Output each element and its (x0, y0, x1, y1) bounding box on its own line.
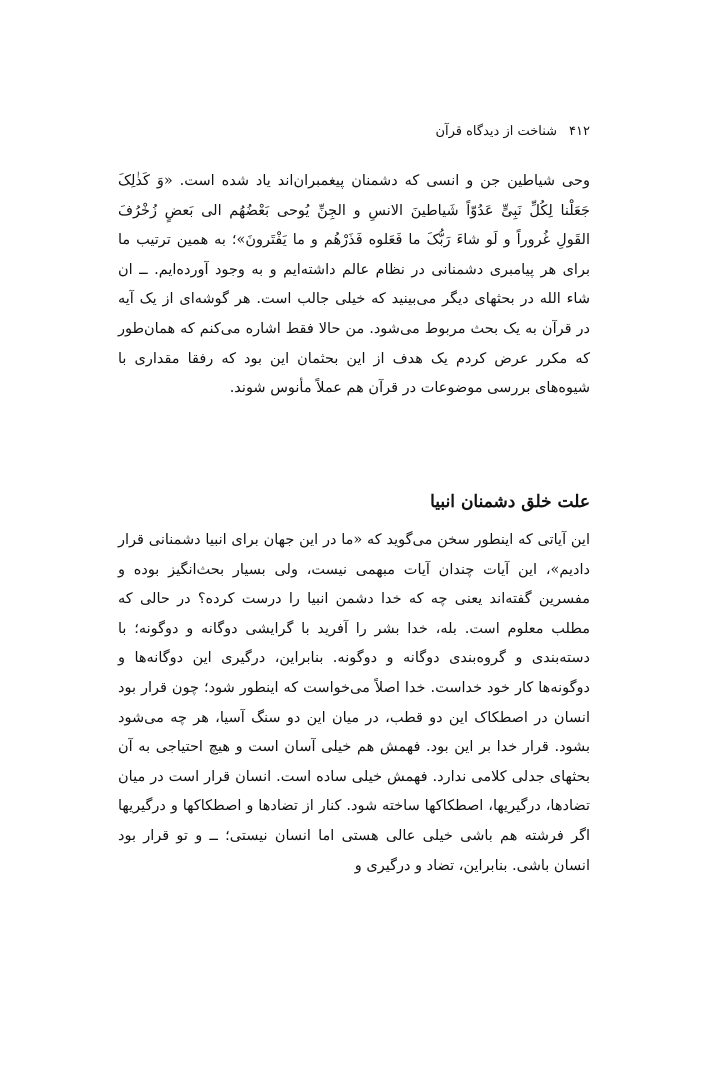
book-title: شناخت از دیدگاه قرآن (435, 124, 558, 139)
section-heading: علت خلق دشمنان انبیا (430, 492, 590, 512)
paragraph-quran-verse: وحی شیاطین جن و انسی که دشمنان پیغمبران‌اند یاد شده است. «وَ کَذٰلِکَ جَعَلْنا لِکُلِّ نَبِیٍّ عَدُوّاً شَیاطینَ الانسِ و الجِنِّ یُوحی بَعْضُهُم الی بَعضٍ زُخْرُفَ القَولِ غُروراً و لَو شاءَ رَبُّکَ ما فَعَلوه فَذَرْهُم و ما یَفْتَرونَ»؛ به همین ترتیب ما برای هر پیامبری دشمنانی در نظام عالم داشته‌ایم و به وجود آورده‌ایم. ــ ان شاء الله در بحثهای دیگر می‌بینید که خیلی جالب است. هر گوشه‌ای از یک آیه در قرآن به یک بحث مربوط می‌شود. من حالا فقط اشاره می‌کنم که همان‌طور که مکرر عرض کردم یک هدف از این بحثمان این بود که رفقا مقداری با شیوه‌های بررسی موضوعات در قرآن هم عملاً مأنوس شوند. (118, 173, 590, 397)
paragraph-explanation: این آیاتی که اینطور سخن می‌گوید که «ما در این جهان برای انبیا دشمنانی قرار دادیم»، این آیات چندان آیات مبهمی نیست، ولی بسیار بحث‌انگیز بوده و مفسرین گفته‌اند یعنی چه که خدا دشمن انبیا را درست کرده؟ در حالی که مطلب معلوم است. بله، خدا بشر را آفرید با گرایشی دوگانه و دوگونه؛ با دسته‌بندی و گروه‌بندی دوگانه و دوگونه. بنابراین، درگیری این دوگانه‌ها و دوگونه‌ها کار خود خداست. خدا اصلاً می‌خواست که اینطور شود؛ چون قرار بود انسان در اصطکاک این دو قطب، در میان این دو سنگ آسیا، هر چه می‌شود بشود. قرار خدا بر این بود. فهمش هم خیلی آسان است و هیچ احتیاجی به آن بحثهای جدلی کلامی ندارد. فهمش خیلی ساده است. انسان قرار است در میان تضادها، درگیریها، اصطکاکها ساخته شود. کنار از تضادها و اصطکاکها و درگیریها اگر فرشته هم باشی خیلی عالی هستی اما انسان نیستی؛ ــ و تو قرار بود انسان باشی. بنابراین، تضاد و درگیری و (118, 532, 590, 874)
page-number: ۴۱۲ (569, 124, 590, 139)
running-header (118, 120, 590, 144)
body-text-first (118, 167, 590, 404)
body-text-second (118, 526, 590, 881)
